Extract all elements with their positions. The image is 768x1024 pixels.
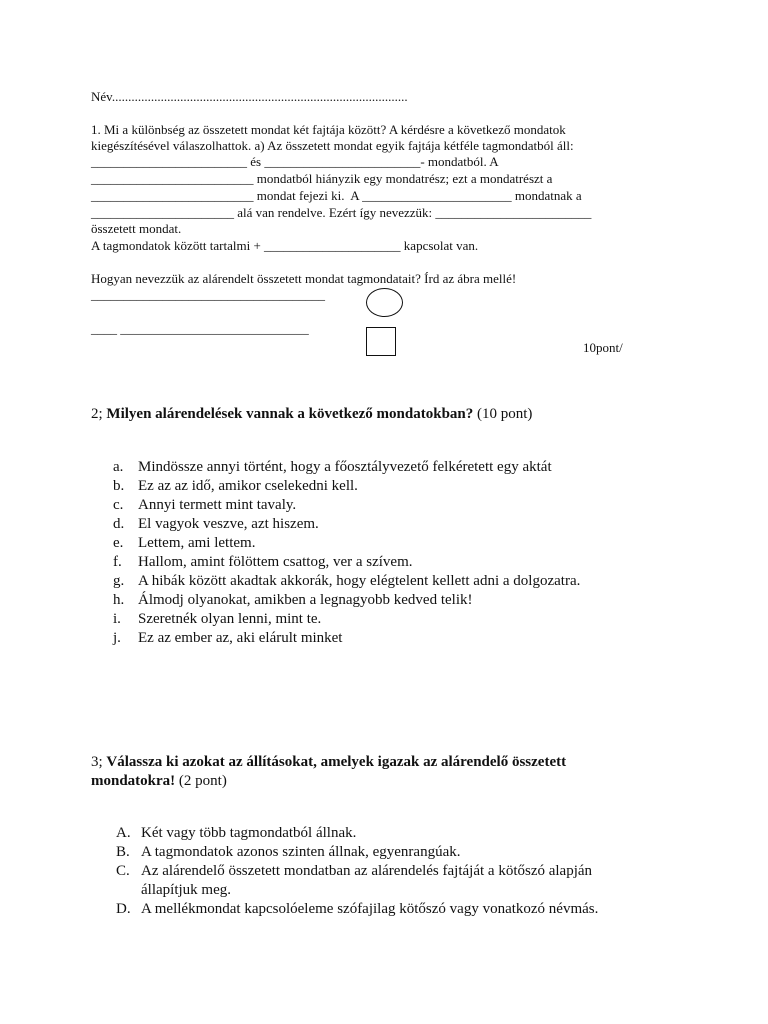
q3-heading-line-1: [91, 753, 566, 772]
list-item[interactable]: A. Két vagy több tagmondatból állnak.: [116, 825, 357, 841]
q2-heading: [91, 405, 532, 424]
q1-points: 10pont/: [583, 340, 623, 355]
q1-answer-blank-1: ____________________________________: [91, 287, 325, 302]
q1-subquestion: Hogyan nevezzük az alárendelt összetett mondat tagmondatait? Írd az ábra mellé!: [91, 271, 517, 286]
q2-title: Milyen alárendelések vannak a következő mondatokban?: [106, 406, 474, 422]
list-item: d. El vagyok veszve, azt hiszem.: [113, 516, 319, 532]
list-item: b. Ez az az idő, amikor cselekedni kell.: [113, 478, 358, 494]
list-item: j. Ez az ember az, aki elárult minket: [113, 630, 343, 646]
q1-line-6: ______________________ alá van rendelve. Ezért így nevezzük: ________________________: [91, 205, 592, 220]
q3-title-line-2: mondatokra!: [91, 773, 176, 789]
q2-number: 2;: [91, 406, 103, 422]
list-item: i. Szeretnék olyan lenni, mint te.: [113, 611, 322, 627]
list-item: h. Álmodj olyanokat, amikben a legnagyobb kedved telik!: [113, 592, 473, 608]
name-field: Név...........................................................................................: [91, 89, 408, 104]
list-item: f. Hallom, amint fölöttem csattog, ver a szívem.: [113, 554, 413, 570]
q3-points: (2 pont): [178, 773, 227, 789]
q2-sentence-list: [113, 458, 580, 648]
q1-line-4: _________________________ mondatból hiányzik egy mondatrész; ezt a mondatrészt a: [91, 171, 553, 186]
list-item: g. A hibák között akadtak akkorák, hogy elégtelent kellett adni a dolgozatra.: [113, 573, 581, 589]
q1-line-2: kiegészítésével válaszolhattok. a) Az összetett mondat egyik fajtája kétféle tagmondatból áll:: [91, 138, 574, 153]
list-item: a. Mindössze annyi történt, hogy a főosztályvezető felkéretett egy aktát: [113, 459, 552, 475]
q3-statement-list: [116, 824, 598, 919]
q2-points: (10 pont): [477, 406, 533, 422]
q1-answer-blank-2: ____ _____________________________: [91, 321, 309, 336]
list-item[interactable]: B. A tagmondatok azonos szinten állnak, egyenrangúak.: [116, 844, 461, 860]
q3-heading-line-2: [91, 772, 227, 791]
q3-number: 3;: [91, 754, 103, 770]
q1-line-5: _________________________ mondat fejezi ki. A _______________________ mondatnak a: [91, 188, 582, 203]
oval-diagram-shape: [366, 288, 403, 317]
q1-line-1: 1. Mi a különbség az összetett mondat két fajtája között? A kérdésre a következő mondatok: [91, 122, 566, 137]
list-item[interactable]: D. A mellékmondat kapcsolóeleme szófajilag kötőszó vagy vonatkozó névmás.: [116, 901, 599, 917]
q1-line-7: összetett mondat.: [91, 221, 182, 236]
q3-title-line-1: Válassza ki azokat az állításokat, amelyek igazak az alárendelő összetett: [106, 754, 567, 770]
list-item: e. Lettem, ami lettem.: [113, 535, 256, 551]
square-diagram-shape: [366, 327, 396, 356]
list-item[interactable]: C. Az alárendelő összetett mondatban az alárendelés fajtáját a kötőszó alapján állapítjuk meg.: [116, 863, 593, 898]
q1-line-3: ________________________ és ________________________- mondatból. A: [91, 154, 499, 169]
q1-line-8: A tagmondatok között tartalmi + _____________________ kapcsolat van.: [91, 238, 479, 253]
list-item: c. Annyi termett mint tavaly.: [113, 497, 297, 513]
